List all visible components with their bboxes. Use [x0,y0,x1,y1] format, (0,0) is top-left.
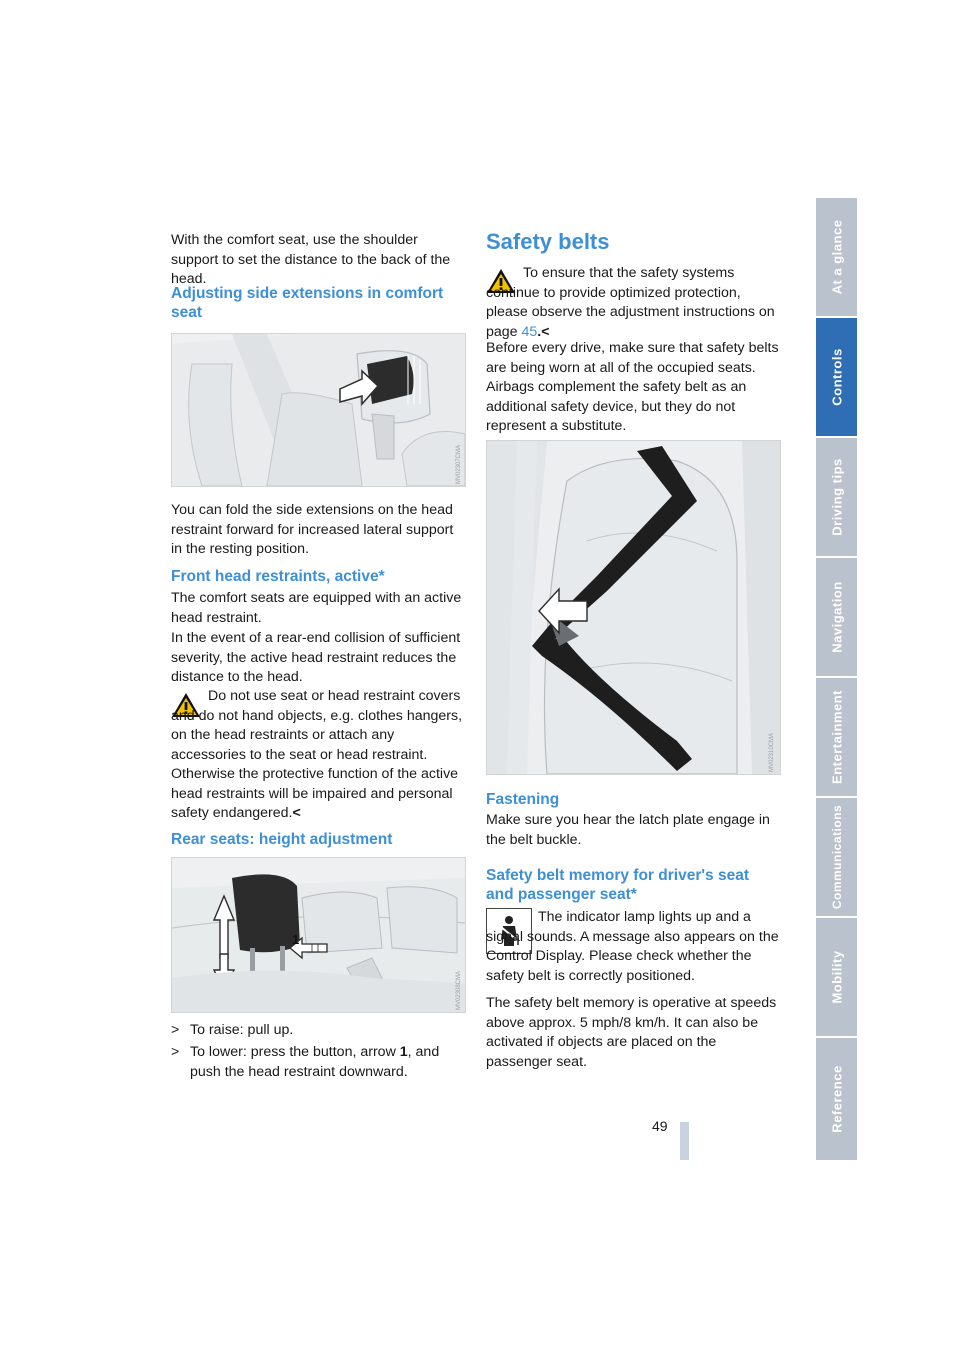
page-link-45[interactable]: 45 [521,323,538,340]
figure-code: MV02307CMA [456,444,462,484]
safety-belts-paragraph: Before every drive, make sure that safety belts are being worn at all of the occupied seats. Airbags complement the safety belt as an additional safety device, but they do not represent a substitute. [486,340,779,434]
bullet-lower-prefix: To lower: press the button, arrow [190,1044,400,1060]
tab-mobility[interactable] [816,918,857,1038]
tab-reference[interactable] [816,1038,857,1162]
end-mark: < [292,805,301,821]
side-extensions-heading: Adjusting side extensions in comfort seat [171,285,444,321]
active-restraints-heading: Front head restraints, active* [171,568,385,585]
arrow-number: 1 [399,1044,408,1060]
figure-code: MV02310CMA [769,732,775,772]
tab-label: Mobility [829,950,844,1004]
tab-navigation[interactable] [816,558,857,678]
side-extensions-text: You can fold the side extensions on the head restraint forward for increased lateral support in the resting position. [171,502,454,557]
end-mark: .< [537,323,550,340]
active-restraints-p1: The comfort seats are equipped with an active head restraint. [171,590,462,626]
tab-label: Driving tips [829,458,844,536]
warning-text: Do not use seat or head restraint covers and do not hand objects, e.g. clothes hangers, on the head restraints or attach any accessories to the seat or head restraint. Otherwise the protective function of the active head restraints will be impaired and personal safety endangered. [171,688,463,821]
bullet-marker: > [171,1022,180,1038]
tab-label: Communications [829,804,844,910]
safety-belt-figure [486,440,781,775]
side-extensions-figure [171,333,466,487]
page-number: 49 [652,1118,668,1134]
tab-communications[interactable] [816,798,857,918]
memory-heading: Safety belt memory for driver's seat and passenger seat* [486,867,749,903]
bullet-raise: To raise: pull up. [190,1022,294,1038]
bullet-marker: > [171,1044,180,1060]
head-restraint-illustration [172,334,465,486]
tab-label: At a glance [829,219,844,295]
bullet-lower-suffix: , and push the head restraint downward. [190,1044,440,1080]
warning-text: To ensure that the safety systems continue to provide optimized protection, please observe the adjustment instructions on page [486,265,775,340]
fastening-heading: Fastening [486,791,560,808]
memory-indicator-text: The indicator lamp lights up and a signal sounds. A message also appears on the Control Display. Please check whether the safety belt is correctly positioned. [486,909,779,984]
safety-warning [486,264,782,342]
tab-at-a-glance[interactable] [816,198,857,318]
bullet-lower [190,1043,466,1082]
figure-code: MV02308CMA [456,970,462,1010]
memory-paragraph: The safety belt memory is operative at speeds above approx. 5 mph/8 km/h. It can also be activated if objects are placed on the passenger seat. [486,995,777,1070]
safety-belt-illustration [487,441,780,774]
rear-seats-figure [171,857,466,1013]
tab-label: Controls [829,348,844,406]
active-restraints-warning [171,687,467,824]
tab-entertainment[interactable] [816,678,857,798]
figure-callout-1: 1 [292,932,300,947]
tab-controls[interactable] [816,318,857,438]
intro-paragraph: With the comfort seat, use the shoulder support to set the distance to the back of the head. [171,232,451,287]
active-restraints-p2: In the event of a rear-end collision of sufficient severity, the active head restraint reduces the distance to the head. [171,630,461,685]
rear-head-restraint-illustration [172,858,465,1012]
tab-driving-tips[interactable] [816,438,857,558]
page-title: Safety belts [486,229,610,254]
page-marker-bar [680,1122,689,1160]
tab-label: Reference [829,1065,844,1133]
tab-label: Entertainment [829,690,844,784]
rear-seats-heading: Rear seats: height adjustment [171,831,393,848]
tab-label: Navigation [829,581,844,653]
fastening-text: Make sure you hear the latch plate engage in the belt buckle. [486,812,770,848]
memory-indicator-paragraph [486,908,782,986]
